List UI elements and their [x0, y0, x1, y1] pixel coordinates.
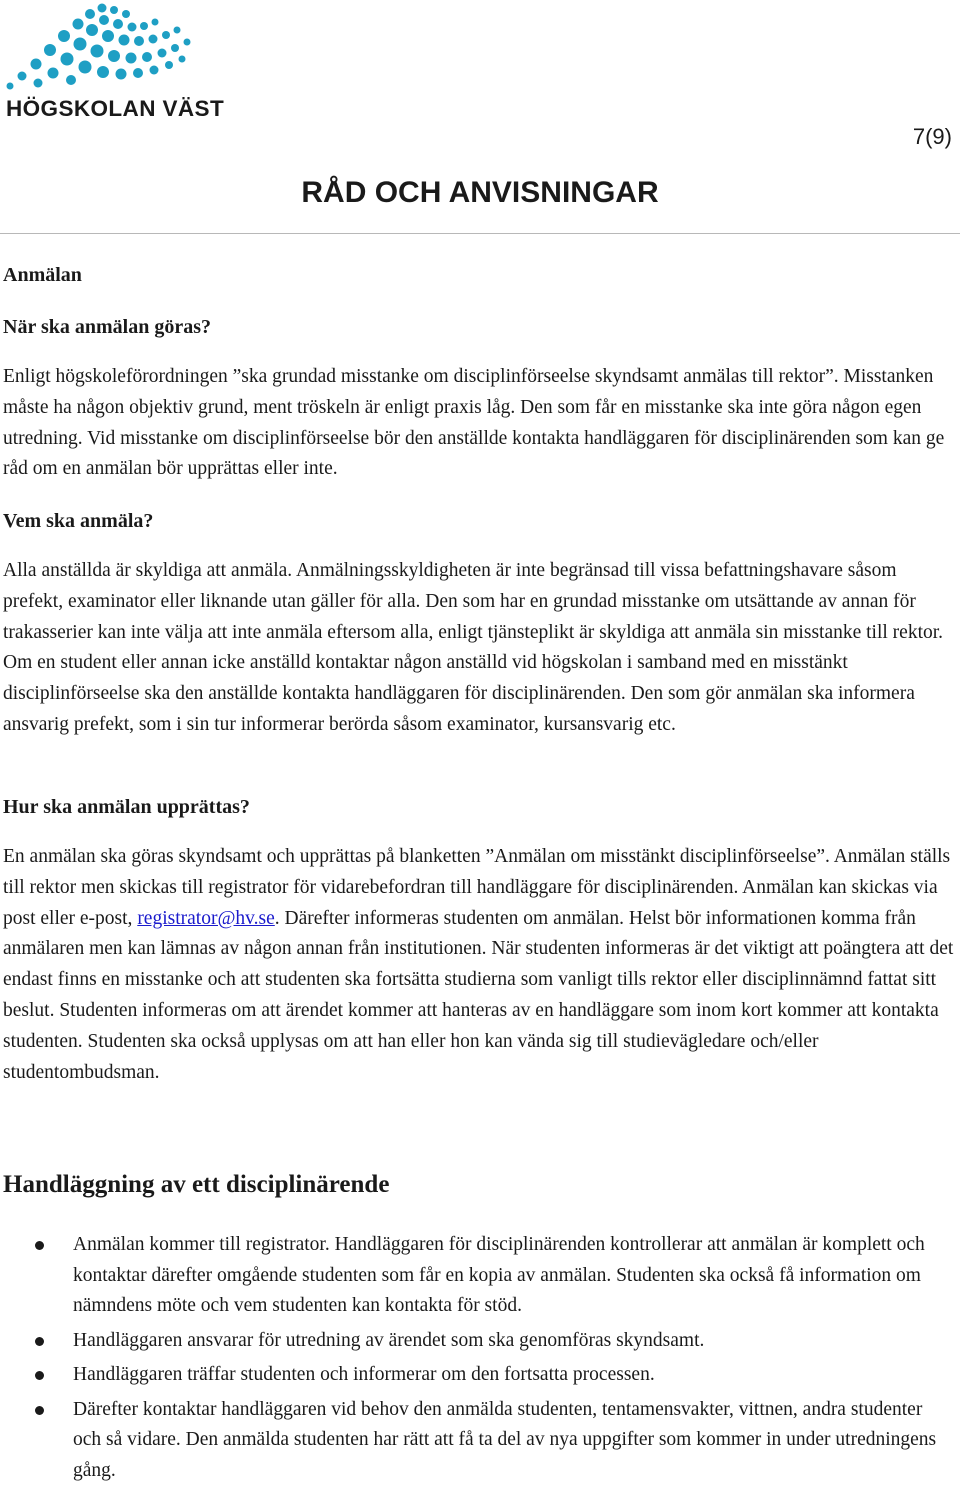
hogskolan-vast-logo	[2, 0, 234, 126]
bullet-dot-icon	[35, 1371, 44, 1380]
bullet-text: Handläggaren träffar studenten och informerar om den fortsatta processen.	[73, 1364, 655, 1385]
section-heading-anmalan: Anmälan	[3, 264, 82, 286]
registrator-email-link[interactable]: registrator@hv.se	[137, 907, 275, 929]
bullet-text: Handläggaren ansvarar för utredning av ärendet som ska genomföras skyndsamt.	[73, 1329, 705, 1351]
paragraph-who: Alla anställda är skyldiga att anmäla. Anmälningsskyldigheten är inte begränsad till vissa befattningshavare såsom prefekt, examinator eller liknande utan gäller för alla. Den som har en grundad misstanke om utsättande av annan för trakasserier kan inte välja att inte anmäla eftersom alla, enligt tjänsteplikt är skyldiga att anmäla sin misstanke till rektor. Om en student eller annan icke anställd kontaktar någon anställd vid högskolan i samband med en misstänkt disciplinförseelse ska den anställde kontakta handläggaren för disciplinärenden. Den som gör anmälan ska informera ansvarig prefekt, som i sin tur informerar berörda såsom examinator, kursansvarig etc.	[3, 560, 944, 735]
bullet-item	[0, 1395, 953, 1486]
bullet-dot-icon	[35, 1337, 44, 1346]
logo-dots-graphic	[2, 0, 234, 100]
bullet-item	[0, 1360, 953, 1391]
procedure-bullet-list	[0, 1230, 960, 1486]
document-title: RÅD OCH ANVISNINGAR	[301, 176, 659, 209]
question-heading-who: Vem ska anmäla?	[3, 510, 154, 532]
question-heading-when: När ska anmälan göras?	[3, 316, 211, 338]
bullet-text: Anmälan kommer till registrator. Handläggaren för disciplinärenden kontrollerar att anmälan är komplett och kontaktar därefter omgående studenten som får en kopia av anmälan. Studenten ska också få information om nämndens möte och vem studenten kan kontakta för stöd.	[73, 1234, 925, 1316]
bullet-item	[0, 1326, 953, 1357]
page-number: 7(9)	[912, 124, 952, 149]
paragraph-how	[3, 842, 958, 1088]
bullet-item	[0, 1230, 953, 1322]
paragraph-when: Enligt högskoleförordningen ”ska grundad misstanke om disciplinförseelse skyndsamt anmälas till rektor”. Misstanken måste ha någon objektiv grund, ment tröskeln är enligt praxis låg. Den som får en misstanke ska inte göra någon egen utredning. Vid misstanke om disciplinförseelse bör den anställde kontakta handläggaren för disciplinärenden som kan ge råd om en anmälan bör upprättas eller inte.	[3, 366, 945, 480]
bullet-text: Därefter kontaktar handläggaren vid behov den anmälda studenten, tentamensvakter, vittnen, andra studenter och så vidare. Den anmälda studenten har rätt att få ta del av nya uppgifter som kommer in under utredningens gång.	[73, 1398, 937, 1481]
section-heading-handlaggning: Handläggning av ett disciplinärende	[3, 1171, 390, 1198]
header-divider	[0, 233, 960, 234]
logo-text: HÖGSKOLAN VÄST	[6, 96, 225, 121]
paragraph-how-part2: . Därefter informeras studenten om anmälan. Helst bör informationen komma från anmälaren men kan lämnas av någon annan från institutionen. När studenten informeras är det viktigt att poängtera att det endast finns en misstanke och att studenten ska fortsätta studierna som vanligt tills rektor eller disciplinnämnd fattat sitt beslut. Studenten informeras om att ärendet kommer att hanteras av en handläggare som inom kort kommer att kontakta studenten. Studenten ska också upplysas om att han eller hon kan vända sig till studievägledare och/eller studentombudsman.	[3, 907, 954, 1083]
paragraph-how-part1: En anmälan ska göras skyndsamt och upprättas på blanketten ”Anmälan om misstänkt disciplinförseelse”. Anmälan ställs till rektor men skickas till registrator för vidarebefordran till handläggare för disciplinärenden. Anmälan kan skickas via post eller e-post,	[3, 846, 951, 929]
bullet-dot-icon	[35, 1406, 44, 1415]
question-heading-how: Hur ska anmälan upprättas?	[3, 796, 250, 818]
bullet-dot-icon	[35, 1241, 44, 1250]
